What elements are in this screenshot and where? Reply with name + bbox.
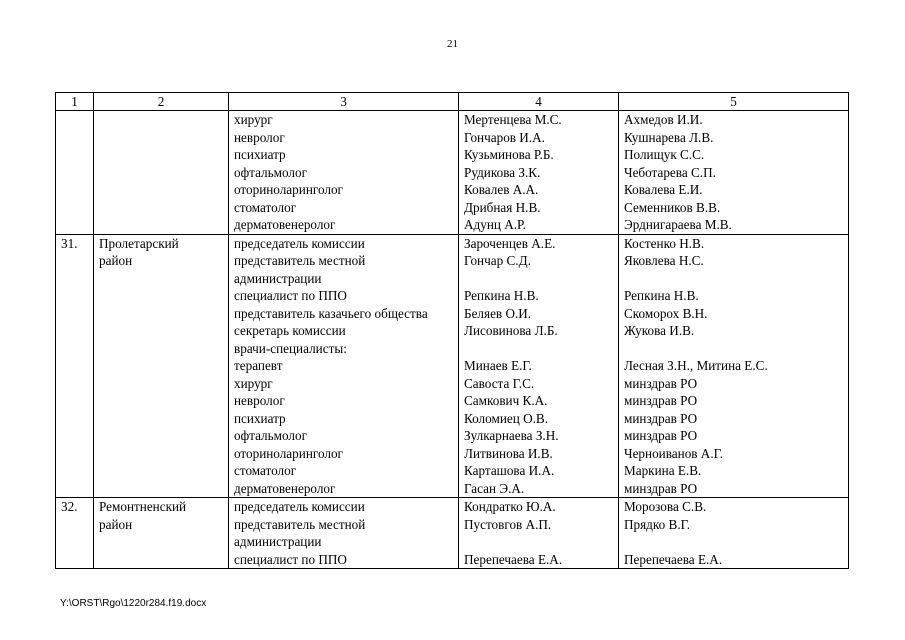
member-line: Дрибная Н.В. — [464, 199, 541, 215]
column-header: 3 — [229, 93, 459, 111]
reserve-line: Прядко В.Г. — [624, 516, 691, 532]
reserve-line: Скоморох В.Н. — [624, 305, 708, 321]
role-line: представитель казачьего общества — [234, 305, 428, 321]
member-line: Перепечаева Е.А. — [464, 551, 563, 567]
role-line: психиатр — [234, 410, 286, 426]
row-number-cell — [56, 111, 94, 235]
role-line: специалист по ППО — [234, 551, 347, 567]
member-line: Самкович К.А. — [464, 393, 548, 408]
role-line: оториноларинголог — [234, 445, 343, 461]
role-line: дерматовенеролог — [234, 217, 336, 232]
role-line: невролог — [234, 393, 285, 408]
district-line: Ремонтненский — [99, 499, 187, 514]
district-cell — [94, 234, 229, 498]
page-number: 21 — [447, 38, 458, 50]
column-header: 5 — [619, 93, 849, 111]
member-line: Карташова И.А. — [464, 463, 555, 478]
row-number: 31. — [61, 235, 78, 251]
role-line: представитель местной — [234, 516, 366, 532]
reserve-line: Ахмедов И.И. — [624, 112, 703, 127]
member-cell — [459, 234, 619, 498]
reserve-line: Полищук С.С. — [624, 147, 705, 162]
row-number: 32. — [61, 499, 78, 514]
reserve-line: Костенко Н.В. — [624, 235, 705, 251]
member-cell — [459, 498, 619, 569]
member-line: Зароченцев А.Е. — [464, 235, 556, 251]
role-cell — [229, 498, 459, 569]
reserve-line: минздрав РО — [624, 410, 698, 426]
role-cell — [229, 234, 459, 498]
district-cell — [94, 498, 229, 569]
reserve-line — [624, 340, 848, 358]
role-line: невролог — [234, 129, 285, 145]
role-line: стоматолог — [234, 199, 297, 215]
member-line — [464, 270, 618, 288]
table-row — [56, 111, 849, 235]
role-line: представитель местной — [234, 253, 366, 268]
member-line: Лисовинова Л.Б. — [464, 323, 558, 338]
role-line: врачи-специалисты: — [234, 340, 347, 356]
district-cell — [94, 111, 229, 235]
reserve-line — [624, 270, 848, 288]
role-line: дерматовенеролог — [234, 480, 336, 496]
member-line — [464, 533, 618, 551]
member-line: Ковалев А.А. — [464, 182, 539, 197]
reserve-line: Морозова С.В. — [624, 499, 707, 514]
role-line: администрации — [234, 270, 322, 286]
role-cell — [229, 111, 459, 235]
role-line: администрации — [234, 534, 322, 549]
row-number — [61, 111, 93, 129]
district-line: район — [99, 253, 133, 268]
reserve-cell — [619, 498, 849, 569]
reserve-line: Семенников В.В. — [624, 199, 721, 215]
column-header: 2 — [94, 93, 229, 111]
reserve-cell — [619, 234, 849, 498]
member-line — [464, 340, 618, 358]
member-line: Репкина Н.В. — [464, 288, 539, 303]
reserve-line: Черноиванов А.Г. — [624, 445, 724, 461]
row-number-cell — [56, 234, 94, 498]
row-number-cell — [56, 498, 94, 569]
role-line: стоматолог — [234, 463, 297, 478]
column-header: 4 — [459, 93, 619, 111]
reserve-line: минздрав РО — [624, 428, 698, 443]
role-line: психиатр — [234, 147, 286, 162]
member-line: Гончаров И.А. — [464, 129, 545, 145]
district-line: район — [99, 516, 133, 532]
role-line: специалист по ППО — [234, 288, 347, 303]
role-line: хирург — [234, 112, 273, 127]
member-line: Кондратко Ю.А. — [464, 499, 556, 514]
table-row — [56, 498, 849, 569]
reserve-line — [624, 533, 848, 551]
member-line: Мертенцева М.С. — [464, 112, 562, 127]
reserve-line: минздрав РО — [624, 393, 698, 408]
district-line: Пролетарский — [99, 235, 179, 251]
role-line: оториноларинголог — [234, 182, 343, 197]
commission-table — [55, 92, 849, 569]
reserve-line: Ковалева Е.И. — [624, 182, 703, 197]
member-line: Беляев О.И. — [464, 305, 532, 321]
reserve-cell — [619, 111, 849, 235]
member-line: Гасан Э.А. — [464, 480, 525, 496]
column-header: 1 — [56, 93, 94, 111]
member-line: Савоста Г.С. — [464, 375, 535, 391]
member-line: Пустовгов А.П. — [464, 516, 552, 532]
role-line: хирург — [234, 375, 273, 391]
member-line: Адунц А.Р. — [464, 217, 527, 232]
role-line: офтальмолог — [234, 428, 307, 443]
member-line: Кузьминова Р.Б. — [464, 147, 554, 162]
role-line: терапевт — [234, 358, 283, 373]
role-line: секретарь комиссии — [234, 323, 346, 338]
member-cell — [459, 111, 619, 235]
reserve-line: Перепечаева Е.А. — [624, 551, 723, 567]
table-row — [56, 234, 849, 498]
member-line: Рудикова З.К. — [464, 164, 541, 180]
role-line: председатель комиссии — [234, 235, 365, 251]
reserve-line: Эрднигараева М.В. — [624, 217, 732, 232]
reserve-line: Жукова И.В. — [624, 323, 695, 338]
member-line: Литвинова И.В. — [464, 445, 553, 461]
member-line: Гончар С.Д. — [464, 253, 531, 268]
role-line: председатель комиссии — [234, 499, 365, 514]
reserve-line: Лесная З.Н., Митина Е.С. — [624, 358, 768, 373]
member-line: Минаев Е.Г. — [464, 358, 532, 373]
reserve-line: Чеботарева С.П. — [624, 164, 716, 180]
reserve-line: Маркина Е.В. — [624, 463, 702, 478]
role-line: офтальмолог — [234, 164, 307, 180]
table-header-row — [56, 93, 849, 111]
reserve-line: минздрав РО — [624, 375, 698, 391]
reserve-line: минздрав РО — [624, 480, 698, 496]
reserve-line: Яковлева Н.С. — [624, 253, 704, 268]
reserve-line: Репкина Н.В. — [624, 288, 699, 303]
member-line: Зулкарнаева З.Н. — [464, 428, 559, 443]
member-line: Коломиец О.В. — [464, 410, 549, 426]
reserve-line: Кушнарева Л.В. — [624, 129, 714, 145]
file-path-footer: Y:\ORST\Rgo\1220r284.f19.docx — [60, 598, 207, 609]
